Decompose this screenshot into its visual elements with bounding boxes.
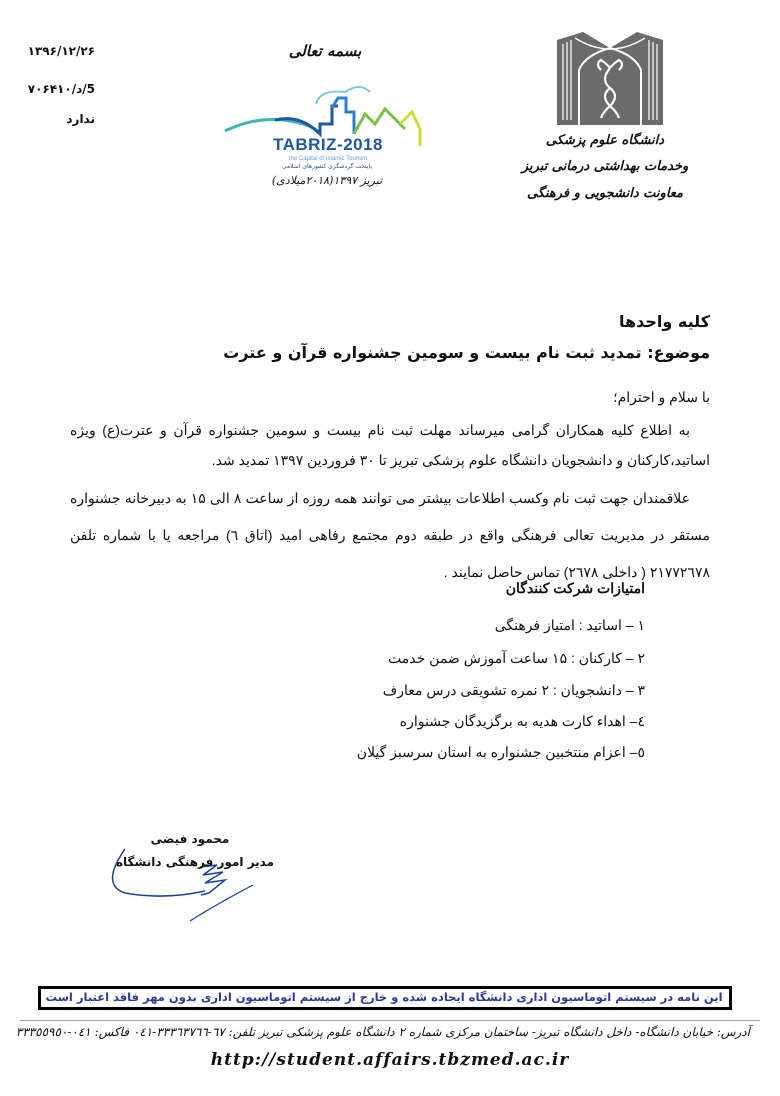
footer-address: آدرس: خیابان دانشگاه- داخل دانشگاه تبریز- ساختمان مرکزی شماره ۲ دانشگاه علوم پزشکی تبریز تلفن: ٦۷-۳۳۳٦۳۷٦٦-۰٤۱ فاکس: ۰٤۱-۳۳۳٥٥۹٥۰ (15, 1025, 750, 1039)
benefit-item: ۳ – دانشجویان : ۲ نمره تشویقی درس معارف (382, 682, 645, 698)
footer-website[interactable]: http://student.affairs.tbzmed.ac.ir (210, 1050, 570, 1070)
university-name-line-2: وخدمات بهداشتی درمانی تبریز (521, 159, 689, 174)
university-name-line-3: معاونت دانشجویی و فرهنگی (526, 186, 684, 201)
letter-paragraph-2: علاقمندان جهت ثبت نام وکسب اطلاعات بیشتر می توانند همه روزه از ساعت ۸ الی ۱۵ به دبیرخانه جشنواره مستقر در مدیریت تعالی فرهنگی واقع در طبقه دوم مجتمع رفاهی امید (اتاق ٦) مراجعه یا با شماره تلفن ۲۱۷۷۲٦۷۸ ( داخلی ۲٦۷۸) تماس حاصل نمایند . (70, 490, 710, 580)
logo-skyline-green (354, 109, 405, 134)
logo-tower (332, 98, 354, 134)
tabriz-logo-subtitle-fa: پایتخت گردشگری کشورهای اسلامی (281, 163, 373, 170)
signer-title: مدیر امور فرهنگی دانشگاه (115, 855, 275, 869)
tabriz-logo-subtitle-en: the Capital of Islamic Tourism (288, 156, 368, 162)
logo-dome (316, 87, 370, 104)
letter-date: ۱۳۹۶/۱۲/۲۶ (27, 44, 95, 58)
tabriz-logo-year: تبریز ۱۳۹۷(۲۰۱۸میلادی) (271, 174, 383, 187)
footer-divider (20, 1020, 760, 1021)
signer-name: محمود فیضی (150, 832, 230, 846)
logo-skyline-blue (275, 106, 338, 134)
benefit-item: ۲ – کارکنان : ۱۵ ساعت آموزش ضمن خدمت (388, 650, 645, 666)
letter-subject: موضوع: تمدید ثبت نام بیست و سومین جشنواره قرآن و عترت (223, 343, 710, 362)
letter-paragraph-1: به اطلاع کلیه همکاران گرامی میرساند مهلت ثبت نام بیست و سومین جشنواره قرآن و عترت(ع) ویژه اساتید،کارکنان و دانشجویان دانشگاه علوم پزشکی تبریز تا ۳۰ فروردین ۱۳۹۷ تمدید شد. (70, 422, 710, 468)
bismillah-heading: بسمه تعالی (288, 42, 362, 60)
tabriz-logo-title: TABRIZ-2018 (272, 135, 384, 154)
logo-skyline-left (225, 119, 320, 134)
university-emblem-icon (555, 30, 665, 130)
benefit-item: ٥– اعزام منتخبین جشنواره به استان سرسبز گیلان (356, 744, 645, 760)
benefits-heading: امتیازات شرکت کنندگان (505, 580, 645, 596)
letter-number: 5/د/۷۰۶۴۱۰ (27, 82, 95, 96)
benefit-item: ۱ – اساتید : امتیاز فرهنگی (494, 617, 645, 633)
letter-addressee: کلیه واحدها (619, 312, 710, 331)
automation-notice: این نامه در سیستم اتوماسیون اداری دانشگاه ایجاده شده و خارج از سیستم اتوماسیون اداری بدون مهر فاقد اعتبار است (45, 990, 723, 1004)
letter-attachment: ندارد (66, 112, 95, 126)
benefit-item: ٤– اهداء کارت هدیه به برگزیدگان جشنواره (399, 713, 645, 729)
university-name-line-1: دانشگاه علوم پزشکی (545, 133, 665, 148)
letter-greeting: با سلام و احترام؛ (613, 389, 710, 405)
